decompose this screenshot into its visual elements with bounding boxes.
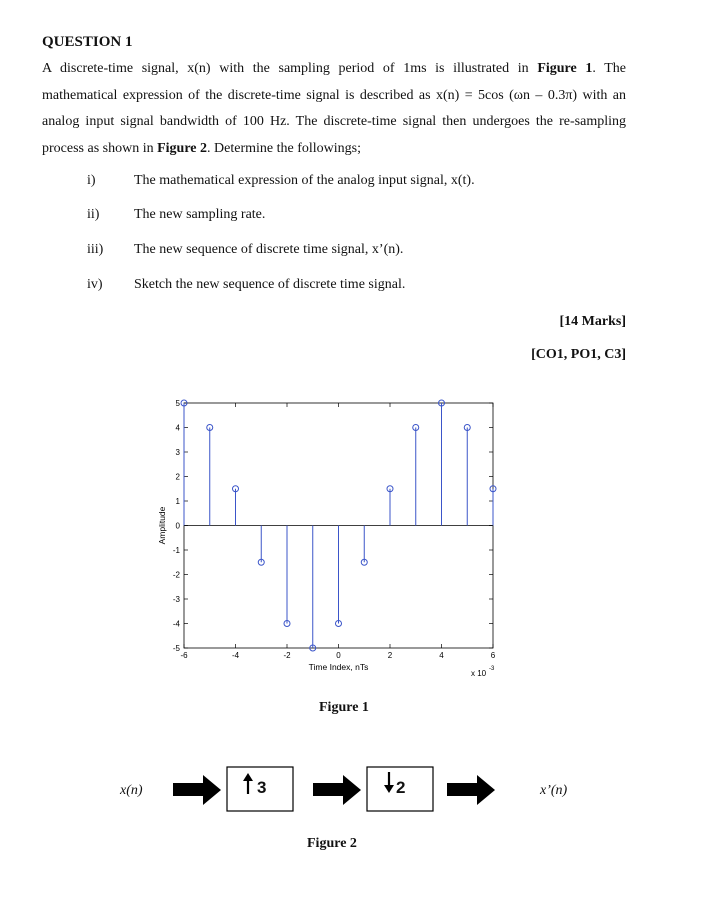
x-tick-label: 6	[490, 651, 496, 660]
question-text-part3: . Determine the followings;	[207, 140, 361, 156]
arrow-right-icon	[173, 775, 221, 805]
x-tick-label: 4	[439, 651, 444, 660]
y-tick-label: -2	[172, 570, 180, 580]
y-tick-label: 0	[175, 521, 180, 531]
item-number-2: ii)	[87, 207, 100, 222]
y-tick-label: 4	[175, 423, 180, 433]
question-text-part1: A discrete-time signal, x(n) with the sampling period of 1ms is illustrated in	[42, 61, 538, 76]
item-number-4: iv)	[87, 277, 103, 292]
y-tick-label: 2	[175, 472, 180, 482]
input-signal-label: x(n)	[120, 783, 143, 798]
item-text-3: The new sequence of discrete time signal, x’(n).	[134, 242, 404, 257]
x-axis-label: Time Index, nTs	[308, 662, 369, 672]
y-tick-label: 1	[175, 497, 180, 506]
arrow-right-icon	[313, 775, 361, 805]
upsample-factor: 3	[257, 778, 267, 797]
x-tick-label: 2	[387, 651, 393, 660]
marks-label: [14 Marks]	[559, 314, 626, 329]
figure1-caption: Figure 1	[319, 700, 369, 715]
question-text-part2: . The mathematical expression of the discrete-time signal is described as x(n) = 5cos (ωn – 0.3π) with an analog input signal bandwidth of 100 Hz. The discrete-time signal then undergoes the re-sampling process as shown in	[42, 61, 627, 156]
question-title: QUESTION 1	[42, 34, 133, 50]
item-text-2: The new sampling rate.	[134, 207, 266, 222]
item-text-1: The mathematical expression of the analog input signal, x(t).	[134, 173, 475, 188]
y-tick-label: -5	[172, 644, 180, 653]
figure2-reference: Figure 2	[157, 140, 208, 156]
item-text-4: Sketch the new sequence of discrete time signal.	[134, 277, 406, 292]
downsample-factor: 2	[396, 778, 406, 797]
item-number-3: iii)	[87, 242, 104, 257]
item-number-1: i)	[87, 173, 96, 188]
y-tick-label: -3	[172, 595, 180, 604]
y-axis-label: Amplitude	[157, 506, 167, 545]
y-tick-label: -1	[172, 546, 180, 555]
x-tick-label: -2	[283, 651, 291, 660]
arrow-right-icon	[447, 775, 495, 805]
x-multiplier-exponent: -3	[489, 666, 495, 672]
figure1-reference: Figure 1	[537, 61, 593, 76]
x-tick-label: -4	[231, 651, 240, 660]
figure2-caption: Figure 2	[307, 836, 357, 851]
y-tick-label: -4	[172, 619, 180, 629]
x-multiplier-label: x 10	[471, 669, 487, 678]
y-tick-label: 3	[175, 448, 180, 457]
x-tick-label: 0	[336, 651, 341, 660]
co-label: [CO1, PO1, C3]	[531, 347, 626, 362]
x-tick-label: -6	[180, 651, 188, 660]
output-signal-label: x’(n)	[540, 783, 568, 798]
y-tick-label: 5	[175, 399, 180, 408]
